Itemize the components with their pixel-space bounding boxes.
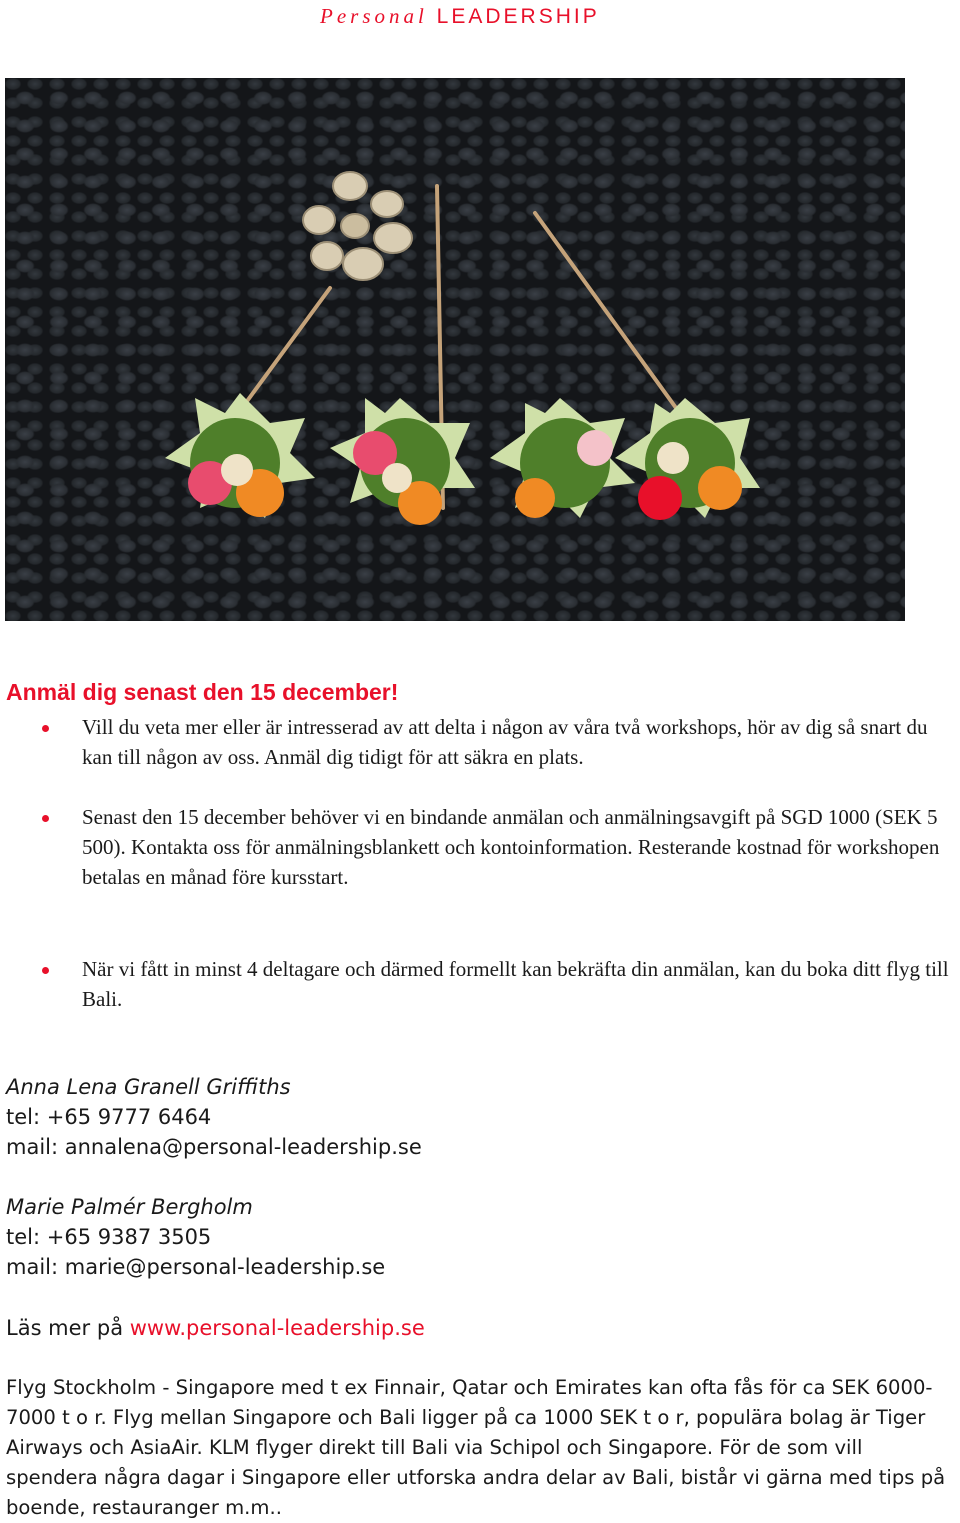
website-link[interactable]: www.personal-leadership.se [129, 1316, 425, 1340]
headline: Anmäl dig senast den 15 december! [6, 679, 399, 705]
offering-illustration [5, 78, 905, 621]
travel-info: Flyg Stockholm - Singapore med t ex Finnair, Qatar och Emirates kan ofta fås för ca SEK 6000-7000 t o r. Flyg mellan Singapore och Bali ligger på ca 1000 SEK t o r, populära bolag är Tiger Airways och AsiaAir. KLM flyger direkt till Bali via Schipol och Singapore. För de som vill spendera några dagar i Singapore eller utforska andra delar av Bali, bistår vi gärna med tips på boende, restauranger m.m.. [6, 1376, 946, 1519]
bullet-icon [42, 725, 49, 732]
list-item-text: Senast den 15 december behöver vi en bindande anmälan och anmälningsavgift på SGD 1000 (SEK 5 500). Kontakta oss för anmälningsblankett och kontoinformation. Resterande kostnad för workshopen betalas en månad före kursstart. [82, 805, 940, 889]
list-item-text: När vi fått in minst 4 deltagare och därmed formellt kan bekräfta din anmälan, kan du boka ditt flyg till Bali. [82, 957, 949, 1011]
list-item [82, 802, 952, 892]
brand-leadership: LEADERSHIP [436, 5, 600, 28]
brand-header [320, 4, 600, 29]
shell-flower [303, 172, 412, 280]
contact-email: mail: marie@personal-leadership.se [6, 1255, 386, 1279]
offering-photo [5, 78, 905, 621]
read-more [6, 1313, 425, 1343]
read-more-label: Läs mer på [6, 1316, 130, 1340]
list-item-text: Vill du veta mer eller är intresserad av att delta i någon av våra två workshops, hör av dig så snart du kan till någon av oss. Anmäl dig tidigt för att säkra en plats. [82, 715, 928, 769]
list-item [82, 712, 952, 772]
contact-phone: tel: +65 9387 3505 [6, 1225, 212, 1249]
contact-name: Anna Lena Granell Griffiths [6, 1075, 291, 1099]
contact-anna-lena [6, 1072, 422, 1162]
list-item [82, 954, 952, 1014]
bullet-icon [42, 967, 49, 974]
brand-personal: Personal [320, 4, 428, 28]
contact-phone: tel: +65 9777 6464 [6, 1105, 212, 1129]
bullet-icon [42, 815, 49, 822]
contact-name: Marie Palmér Bergholm [6, 1195, 253, 1219]
contact-email: mail: annalena@personal-leadership.se [6, 1135, 422, 1159]
contact-marie [6, 1192, 385, 1282]
offering-baskets [165, 393, 760, 525]
